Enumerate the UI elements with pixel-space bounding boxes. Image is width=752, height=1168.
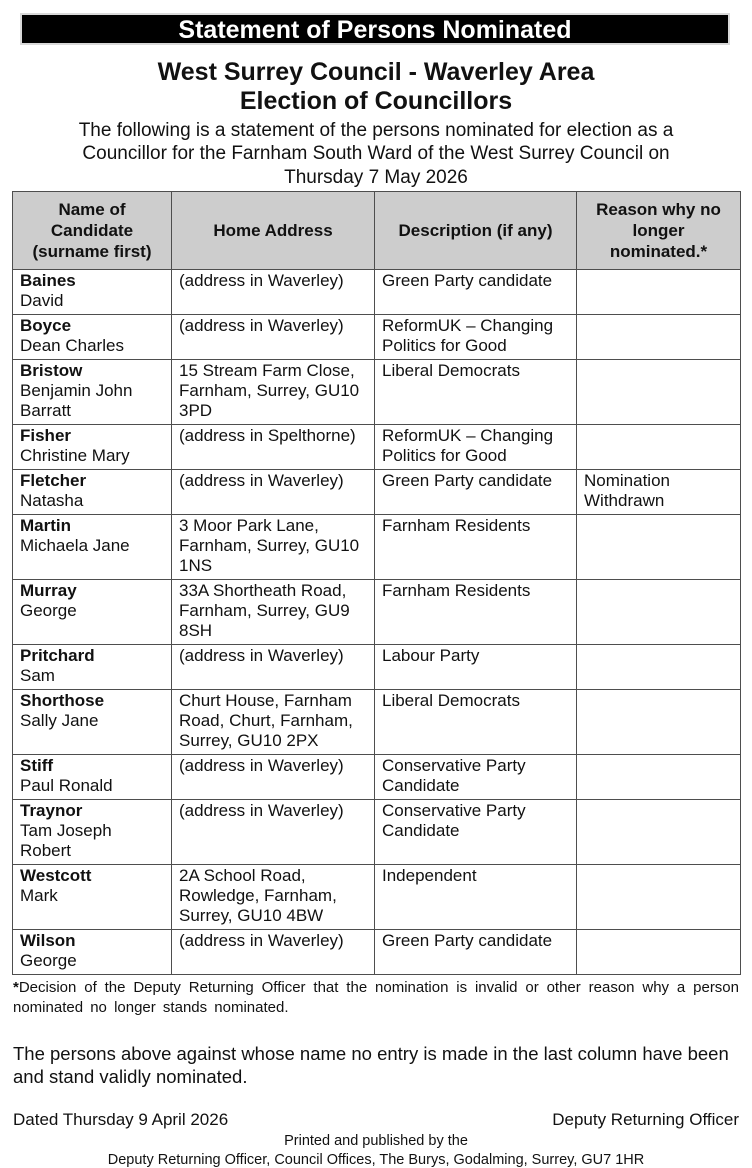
candidate-surname: Traynor <box>20 801 83 821</box>
reason-cell <box>577 315 741 360</box>
description-cell: ReformUK – Changing Politics for Good <box>375 425 577 470</box>
reason-cell <box>577 690 741 755</box>
home-address-cell: (address in Waverley) <box>172 645 375 690</box>
officer-label: Deputy Returning Officer <box>552 1110 739 1130</box>
candidate-forenames: George <box>20 951 77 971</box>
table-row <box>13 580 741 645</box>
candidate-forenames: Christine Mary <box>20 446 130 466</box>
table-row <box>13 645 741 690</box>
candidate-name-cell <box>13 425 172 470</box>
description-cell: Liberal Democrats <box>375 360 577 425</box>
nominations-table-body <box>13 270 741 975</box>
description-cell: Liberal Democrats <box>375 690 577 755</box>
description-cell: Farnham Residents <box>375 580 577 645</box>
footnote-asterisk: * <box>13 979 19 997</box>
home-address-cell: 15 Stream Farm Close, Farnham, Surrey, GU10 3PD <box>172 360 375 425</box>
reason-cell <box>577 270 741 315</box>
election-title-line2: Election of Councillors <box>239 87 513 115</box>
reason-cell <box>577 515 741 580</box>
printed-published-line1: Printed and published by the <box>284 1133 468 1150</box>
table-row <box>13 755 741 800</box>
printed-published-line2: Deputy Returning Officer, Council Offices, The Burys, Godalming, Surrey, GU7 1HR <box>107 1152 645 1168</box>
election-title <box>0 58 752 116</box>
table-row <box>13 360 741 425</box>
candidate-surname: Wilson <box>20 931 76 951</box>
description-cell: Independent <box>375 865 577 930</box>
candidate-surname: Martin <box>20 516 71 536</box>
description-cell: Labour Party <box>375 645 577 690</box>
candidate-name-cell <box>13 930 172 975</box>
candidate-surname: Westcott <box>20 866 92 886</box>
home-address-cell: 2A School Road, Rowledge, Farnham, Surrey, GU10 4BW <box>172 865 375 930</box>
reason-cell <box>577 865 741 930</box>
description-cell: ReformUK – Changing Politics for Good <box>375 315 577 360</box>
footnote <box>13 978 739 1018</box>
column-header: Description (if any) <box>375 192 577 270</box>
home-address-cell: (address in Spelthorne) <box>172 425 375 470</box>
table-row <box>13 515 741 580</box>
reason-cell <box>577 800 741 865</box>
candidate-name-cell <box>13 645 172 690</box>
column-header: Home Address <box>172 192 375 270</box>
reason-cell <box>577 930 741 975</box>
column-header: Reason why no longer nominated.* <box>577 192 741 270</box>
description-cell: Green Party candidate <box>375 930 577 975</box>
home-address-cell: (address in Waverley) <box>172 755 375 800</box>
dated-row <box>13 1110 739 1130</box>
table-row <box>13 690 741 755</box>
reason-cell <box>577 755 741 800</box>
validity-note: The persons above against whose name no entry is made in the last column have been and stand validly nominated. <box>13 1043 729 1088</box>
nominations-table <box>12 191 741 975</box>
candidate-surname: Shorthose <box>20 691 105 711</box>
description-cell: Farnham Residents <box>375 515 577 580</box>
candidate-surname: Bristow <box>20 361 83 381</box>
home-address-cell: 33A Shortheath Road, Farnham, Surrey, GU9 8SH <box>172 580 375 645</box>
table-row <box>13 865 741 930</box>
candidate-surname: Fisher <box>20 426 72 446</box>
table-row <box>13 800 741 865</box>
candidate-forenames: David <box>20 291 64 311</box>
candidate-forenames: Paul Ronald <box>20 776 113 796</box>
reason-cell <box>577 645 741 690</box>
candidate-forenames: Dean Charles <box>20 336 124 356</box>
home-address-cell: Churt House, Farnham Road, Churt, Farnham, Surrey, GU10 2PX <box>172 690 375 755</box>
candidate-name-cell <box>13 470 172 515</box>
candidate-forenames: Natasha <box>20 491 84 511</box>
candidate-surname: Baines <box>20 271 76 291</box>
table-row <box>13 270 741 315</box>
footnote-text: Decision of the Deputy Returning Officer that the nomination is invalid or other reason why a person nominated no longer stands nominated. <box>13 979 739 1017</box>
candidate-forenames: Sam <box>20 666 55 686</box>
banner-statement-of-persons-nominated: Statement of Persons Nominated <box>20 13 730 45</box>
table-row <box>13 470 741 515</box>
candidate-forenames: Sally Jane <box>20 711 99 731</box>
candidate-forenames: Michaela Jane <box>20 536 130 556</box>
statement-intro-paragraph: The following is a statement of the persons nominated for election as a Councillor for the Farnham South Ward of the West Surrey Council on Thursday 7 May 2026 <box>78 120 674 188</box>
reason-cell <box>577 360 741 425</box>
reason-cell <box>577 580 741 645</box>
candidate-forenames: Mark <box>20 886 58 906</box>
candidate-name-cell <box>13 515 172 580</box>
description-cell: Green Party candidate <box>375 270 577 315</box>
candidate-forenames: George <box>20 601 77 621</box>
table-row <box>13 425 741 470</box>
candidate-name-cell <box>13 865 172 930</box>
description-cell: Conservative Party Candidate <box>375 755 577 800</box>
home-address-cell: 3 Moor Park Lane, Farnham, Surrey, GU10 1NS <box>172 515 375 580</box>
dated-label: Dated Thursday 9 April 2026 <box>13 1110 229 1130</box>
reason-cell <box>577 425 741 470</box>
candidate-name-cell <box>13 755 172 800</box>
home-address-cell: (address in Waverley) <box>172 315 375 360</box>
election-title-line1: West Surrey Council - Waverley Area <box>157 58 595 86</box>
candidate-name-cell <box>13 360 172 425</box>
candidate-surname: Fletcher <box>20 471 87 491</box>
candidate-surname: Pritchard <box>20 646 95 666</box>
candidate-surname: Boyce <box>20 316 72 336</box>
home-address-cell: (address in Waverley) <box>172 930 375 975</box>
column-header: Name of Candidate (surname first) <box>13 192 172 270</box>
candidate-surname: Murray <box>20 581 77 601</box>
candidate-name-cell <box>13 800 172 865</box>
table-row <box>13 315 741 360</box>
candidate-name-cell <box>13 690 172 755</box>
nominations-table-header <box>13 192 741 270</box>
candidate-name-cell <box>13 315 172 360</box>
home-address-cell: (address in Waverley) <box>172 270 375 315</box>
candidate-name-cell <box>13 580 172 645</box>
candidate-surname: Stiff <box>20 756 54 776</box>
home-address-cell: (address in Waverley) <box>172 470 375 515</box>
home-address-cell: (address in Waverley) <box>172 800 375 865</box>
description-cell: Green Party candidate <box>375 470 577 515</box>
reason-cell: Nomination Withdrawn <box>577 470 741 515</box>
candidate-forenames: Tam Joseph Robert <box>20 821 112 861</box>
description-cell: Conservative Party Candidate <box>375 800 577 865</box>
candidate-forenames: Benjamin John Barratt <box>20 381 133 421</box>
header-row <box>13 192 741 270</box>
table-row <box>13 930 741 975</box>
candidate-name-cell <box>13 270 172 315</box>
